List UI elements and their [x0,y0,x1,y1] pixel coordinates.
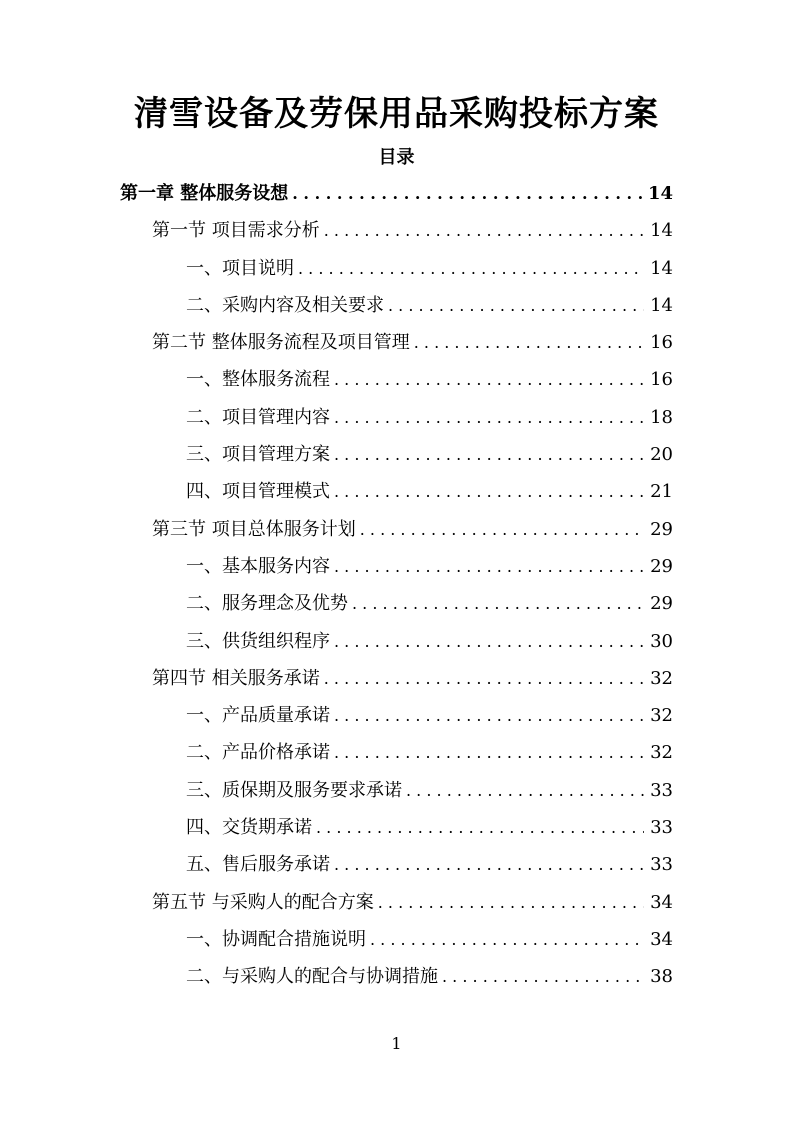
toc-entry-item[interactable] [0,921,793,958]
toc-entry-label: 三、供货组织程序 [186,630,330,652]
toc-entry-item[interactable] [0,361,793,398]
toc-entry-page: 14 [650,220,673,242]
toc-entry-item[interactable] [0,473,793,510]
toc-entry-label: 三、质保期及服务要求承诺 [186,779,402,801]
toc-heading: 目录 [378,147,415,168]
toc-entry-label: 一、基本服务内容 [186,555,330,577]
toc-entry-label: 第一章 整体服务设想 [120,183,289,204]
toc-leader-dots [334,846,644,883]
toc-entry-chapter-1[interactable] [0,175,793,212]
toc-leader-dots [352,585,644,622]
toc-entry-label: 一、整体服务流程 [186,369,330,391]
toc-entry-page: 16 [650,369,673,391]
toc-leader-dots [334,734,644,771]
toc-entry-label: 一、项目说明 [186,257,294,279]
table-of-contents [0,175,793,996]
toc-leader-dots [292,175,642,212]
toc-leader-dots [360,511,644,548]
toc-entry-label: 第二节 整体服务流程及项目管理 [152,332,410,354]
toc-entry-label: 第四节 相关服务承诺 [152,667,320,689]
toc-entry-page: 14 [650,257,673,279]
toc-entry-page: 16 [650,332,673,354]
toc-entry-page: 32 [650,742,673,764]
toc-entry-label: 二、项目管理内容 [186,406,330,428]
toc-entry-page: 29 [650,555,673,577]
toc-entry-item[interactable] [0,846,793,883]
toc-entry-page: 30 [650,630,673,652]
toc-entry-item[interactable] [0,809,793,846]
toc-entry-page: 34 [650,891,673,913]
toc-entry-label: 二、服务理念及优势 [186,593,348,615]
toc-leader-dots [298,250,644,287]
toc-entry-section-3[interactable] [0,511,793,548]
toc-leader-dots [406,772,644,809]
toc-entry-item[interactable] [0,772,793,809]
toc-entry-page: 33 [650,779,673,801]
toc-entry-label: 四、项目管理模式 [186,481,330,503]
toc-entry-item[interactable] [0,585,793,622]
toc-leader-dots [370,921,644,958]
document-title: 清雪设备及劳保用品采购投标方案 [134,94,659,134]
toc-entry-page: 29 [650,593,673,615]
toc-leader-dots [442,958,644,995]
toc-entry-section-4[interactable] [0,660,793,697]
toc-entry-page: 33 [650,817,673,839]
toc-entry-item[interactable] [0,623,793,660]
toc-entry-label: 第五节 与采购人的配合方案 [152,891,374,913]
toc-entry-page: 29 [650,518,673,540]
toc-entry-page: 38 [650,966,673,988]
toc-entry-label: 一、产品质量承诺 [186,705,330,727]
toc-entry-item[interactable] [0,436,793,473]
toc-leader-dots [324,660,644,697]
toc-entry-item[interactable] [0,958,793,995]
toc-leader-dots [334,361,644,398]
toc-entry-label: 四、交货期承诺 [186,817,312,839]
toc-entry-item[interactable] [0,250,793,287]
toc-entry-page: 14 [650,294,673,316]
toc-entry-label: 三、项目管理方案 [186,444,330,466]
toc-leader-dots [334,473,644,510]
toc-entry-page: 14 [647,183,673,204]
toc-entry-label: 二、产品价格承诺 [186,742,330,764]
toc-entry-item[interactable] [0,399,793,436]
toc-entry-page: 21 [650,481,673,503]
page-number: 1 [391,1034,402,1053]
toc-leader-dots [388,287,644,324]
toc-entry-section-5[interactable] [0,884,793,921]
toc-entry-label: 二、采购内容及相关要求 [186,294,384,316]
toc-leader-dots [334,436,644,473]
toc-entry-page: 34 [650,928,673,950]
toc-leader-dots [334,548,644,585]
toc-entry-item[interactable] [0,287,793,324]
toc-entry-item[interactable] [0,548,793,585]
toc-entry-label: 二、与采购人的配合与协调措施 [186,966,438,988]
toc-leader-dots [316,809,644,846]
toc-leader-dots [414,324,644,361]
toc-entry-page: 20 [650,444,673,466]
toc-leader-dots [334,697,644,734]
toc-entry-page: 32 [650,705,673,727]
toc-leader-dots [324,212,644,249]
toc-entry-label: 第三节 项目总体服务计划 [152,518,356,540]
toc-leader-dots [334,399,644,436]
toc-entry-label: 五、售后服务承诺 [186,854,330,876]
toc-leader-dots [334,623,644,660]
toc-entry-item[interactable] [0,697,793,734]
toc-entry-label: 第一节 项目需求分析 [152,220,320,242]
toc-leader-dots [378,884,644,921]
toc-entry-section-1[interactable] [0,212,793,249]
toc-entry-page: 32 [650,667,673,689]
toc-entry-label: 一、协调配合措施说明 [186,928,366,950]
toc-entry-item[interactable] [0,734,793,771]
toc-entry-page: 33 [650,854,673,876]
toc-entry-page: 18 [650,406,673,428]
toc-entry-section-2[interactable] [0,324,793,361]
